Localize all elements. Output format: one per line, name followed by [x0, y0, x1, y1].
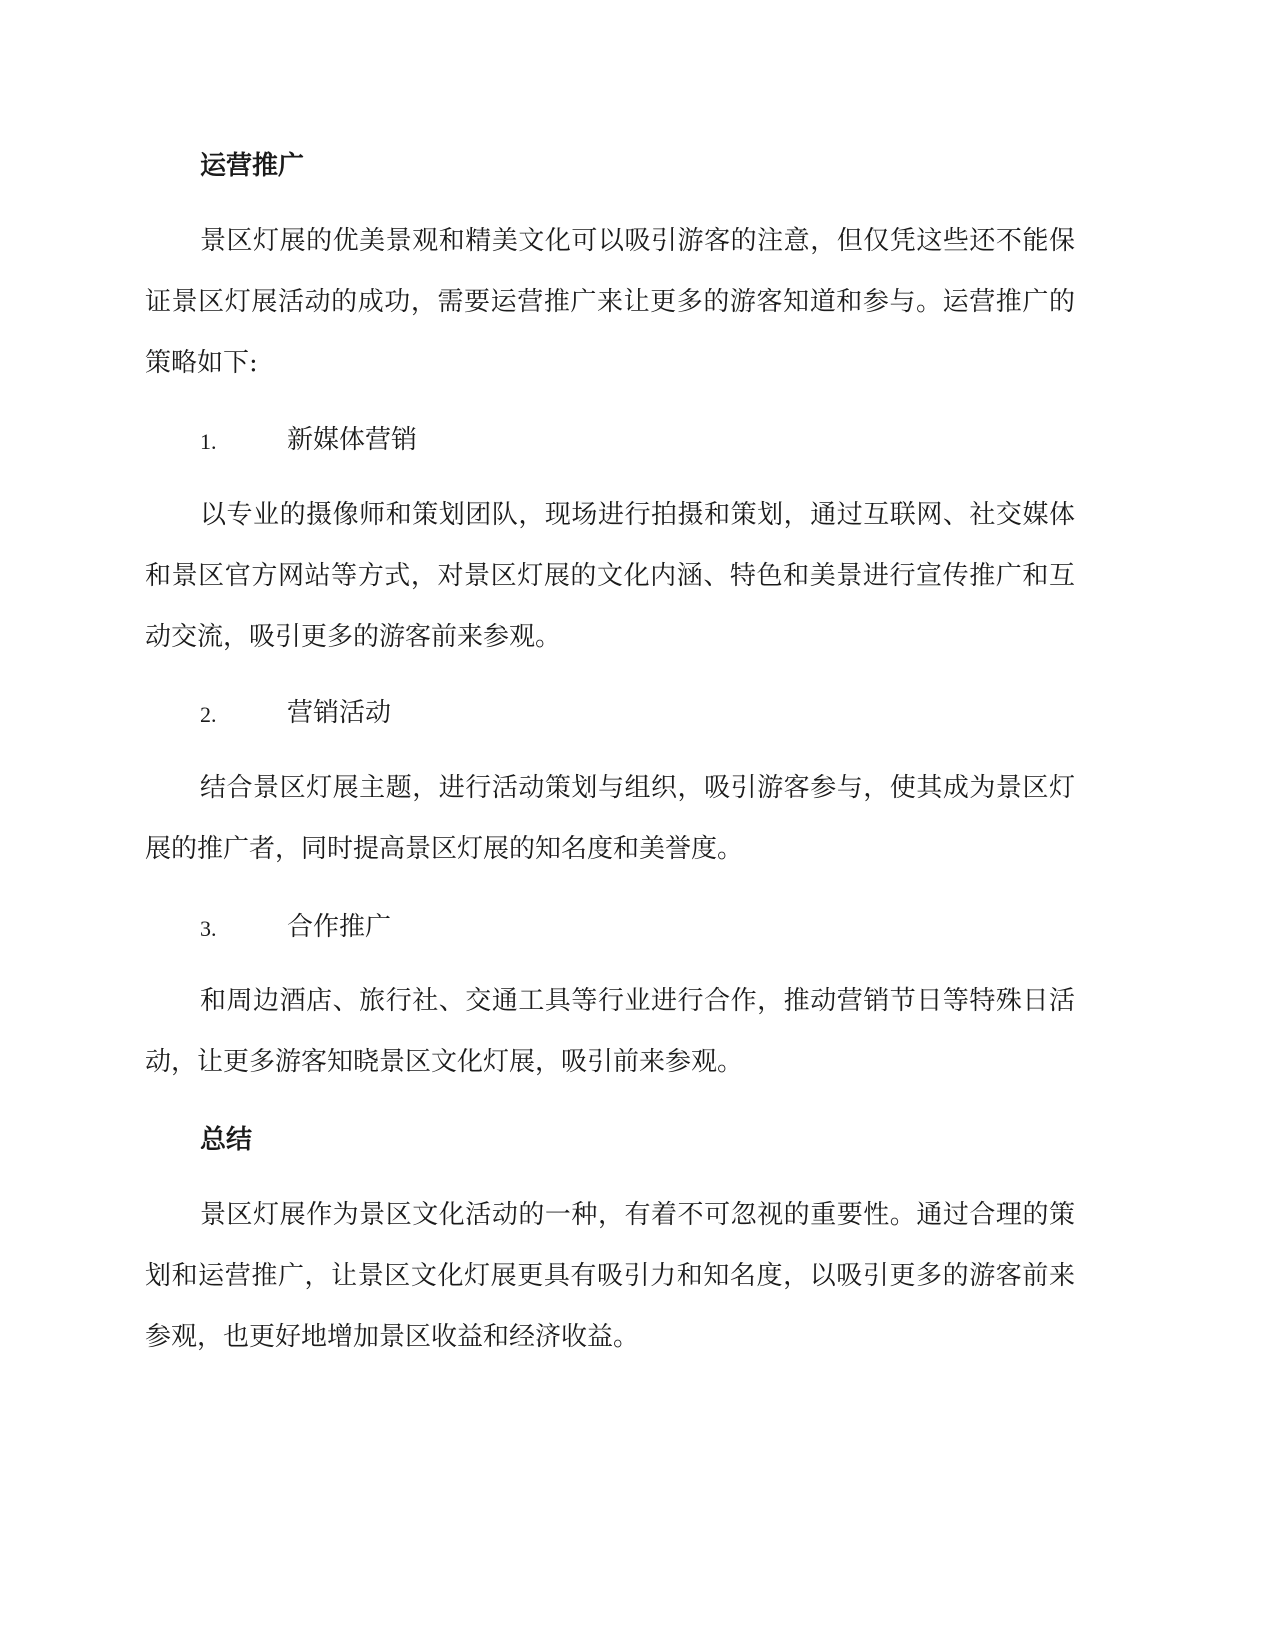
list-item-title: 营销活动	[287, 698, 392, 728]
list-number: 1.	[200, 429, 217, 454]
list-item-2-paragraph: 结合景区灯展主题，进行活动策划与组织，吸引游客参与，使其成为景区灯展的推广者，同时提高景区灯展的知名度和美誉度。	[145, 773, 1075, 864]
list-number: 3.	[200, 916, 217, 941]
list-number: 2.	[200, 702, 217, 727]
list-item-title: 合作推广	[287, 912, 392, 942]
operation-intro-paragraph: 景区灯展的优美景观和精美文化可以吸引游客的注意，但仅凭这些还不能保证景区灯展活动的成功，需要运营推广来让更多的游客知道和参与。运营推广的策略如下:	[145, 226, 1075, 378]
list-item-1-paragraph: 以专业的摄像师和策划团队，现场进行拍摄和策划，通过互联网、社交媒体和景区官方网站等方式，对景区灯展的文化内涵、特色和美景进行宣传推广和互动交流，吸引更多的游客前来参观。	[145, 500, 1075, 652]
section-heading-operation: 运营推广	[200, 151, 305, 181]
list-item-title: 新媒体营销	[287, 425, 418, 455]
summary-paragraph: 景区灯展作为景区文化活动的一种，有着不可忽视的重要性。通过合理的策划和运营推广，让景区文化灯展更具有吸引力和知名度，以吸引更多的游客前来参观，也更好地增加景区收益和经济收益。	[145, 1200, 1075, 1352]
list-item-3-paragraph: 和周边酒店、旅行社、交通工具等行业进行合作，推动营销节日等特殊日活动，让更多游客知晓景区文化灯展，吸引前来参观。	[145, 986, 1075, 1077]
section-heading-summary: 总结	[200, 1125, 253, 1155]
